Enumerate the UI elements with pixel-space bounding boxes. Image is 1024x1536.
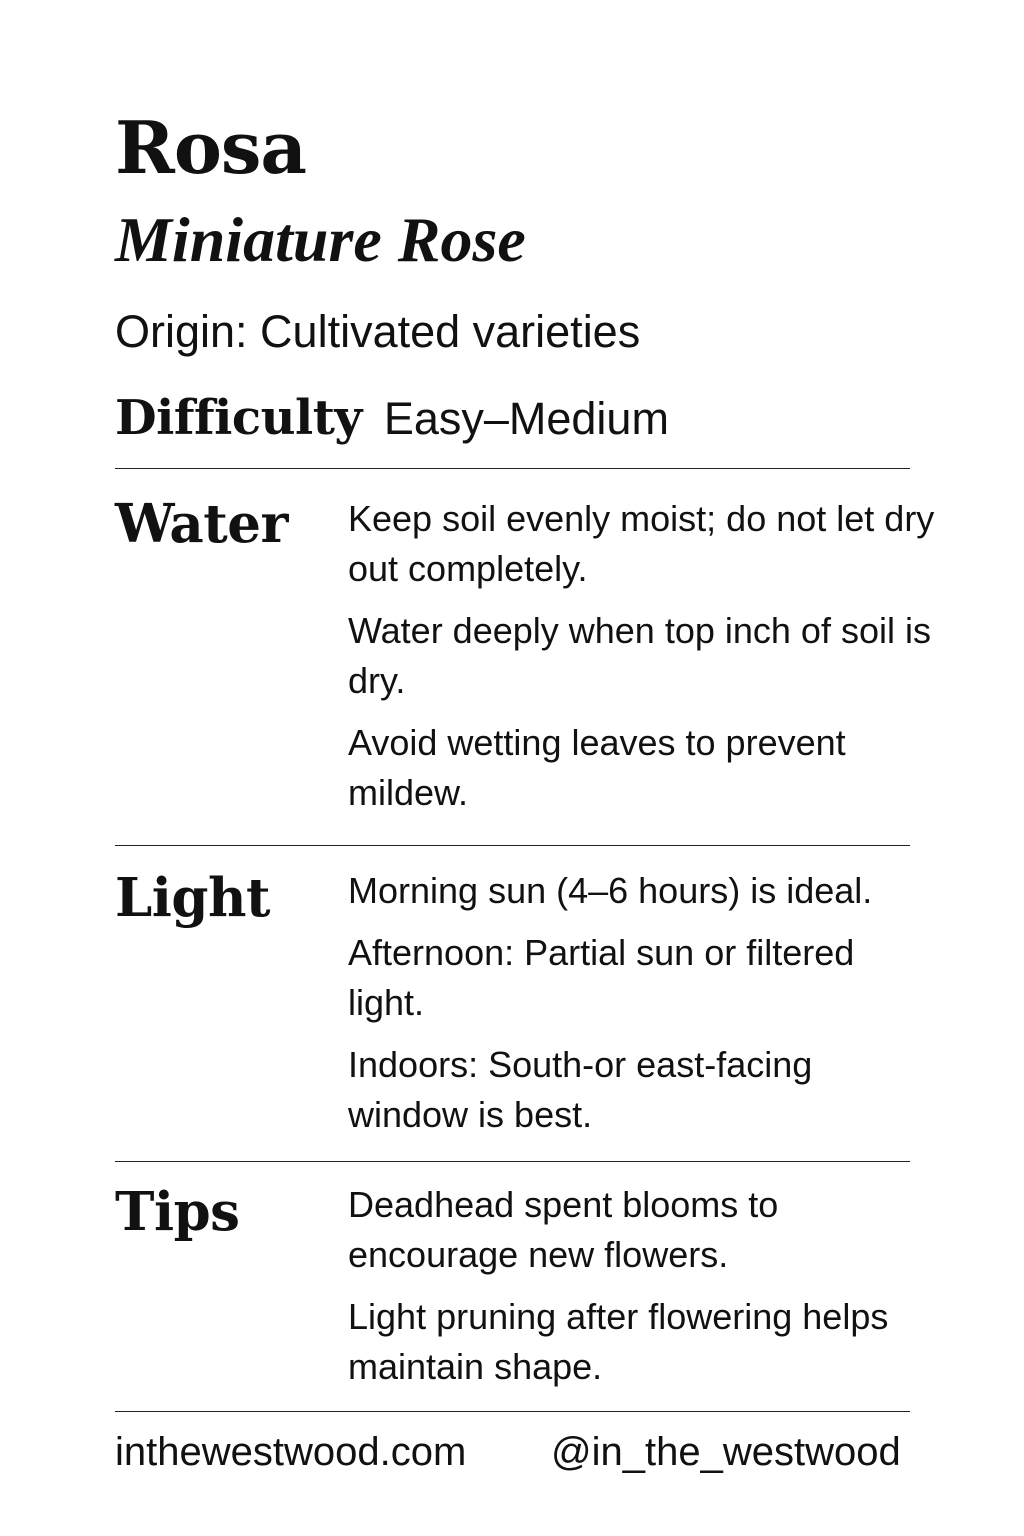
section-body-water	[348, 494, 938, 830]
divider	[115, 468, 910, 469]
social-handle-link[interactable]: @in_the_westwood	[551, 1430, 901, 1474]
water-paragraph: Avoid wetting leaves to prevent mildew.	[348, 722, 846, 813]
origin-text: Origin: Cultivated varieties	[115, 306, 641, 357]
water-paragraph: Water deeply when top inch of soil is dry.	[348, 610, 931, 701]
section-heading-tips: Tips	[115, 1181, 240, 1243]
page-title: Rosa	[115, 105, 307, 190]
light-paragraph: Indoors: South-or east-facing window is best.	[348, 1044, 813, 1135]
water-paragraph: Keep soil evenly moist; do not let dry out completely.	[348, 498, 935, 589]
divider	[115, 1161, 910, 1162]
tips-paragraph: Light pruning after flowering helps maintain shape.	[348, 1296, 889, 1387]
website-link[interactable]: inthewestwood.com	[115, 1430, 467, 1474]
divider	[115, 1411, 910, 1412]
common-name-subtitle: Miniature Rose	[115, 204, 526, 275]
difficulty-label: Difficulty	[115, 390, 362, 446]
light-paragraph: Morning sun (4–6 hours) is ideal.	[348, 870, 873, 911]
difficulty-value: Easy–Medium	[383, 393, 669, 444]
section-heading-light: Light	[115, 867, 270, 929]
section-body-light	[348, 866, 938, 1152]
section-heading-water: Water	[115, 493, 288, 555]
divider	[115, 845, 910, 846]
tips-paragraph: Deadhead spent blooms to encourage new flowers.	[348, 1184, 779, 1275]
light-paragraph: Afternoon: Partial sun or filtered light.	[348, 932, 855, 1023]
difficulty-row	[115, 388, 669, 449]
section-body-tips	[348, 1180, 938, 1404]
